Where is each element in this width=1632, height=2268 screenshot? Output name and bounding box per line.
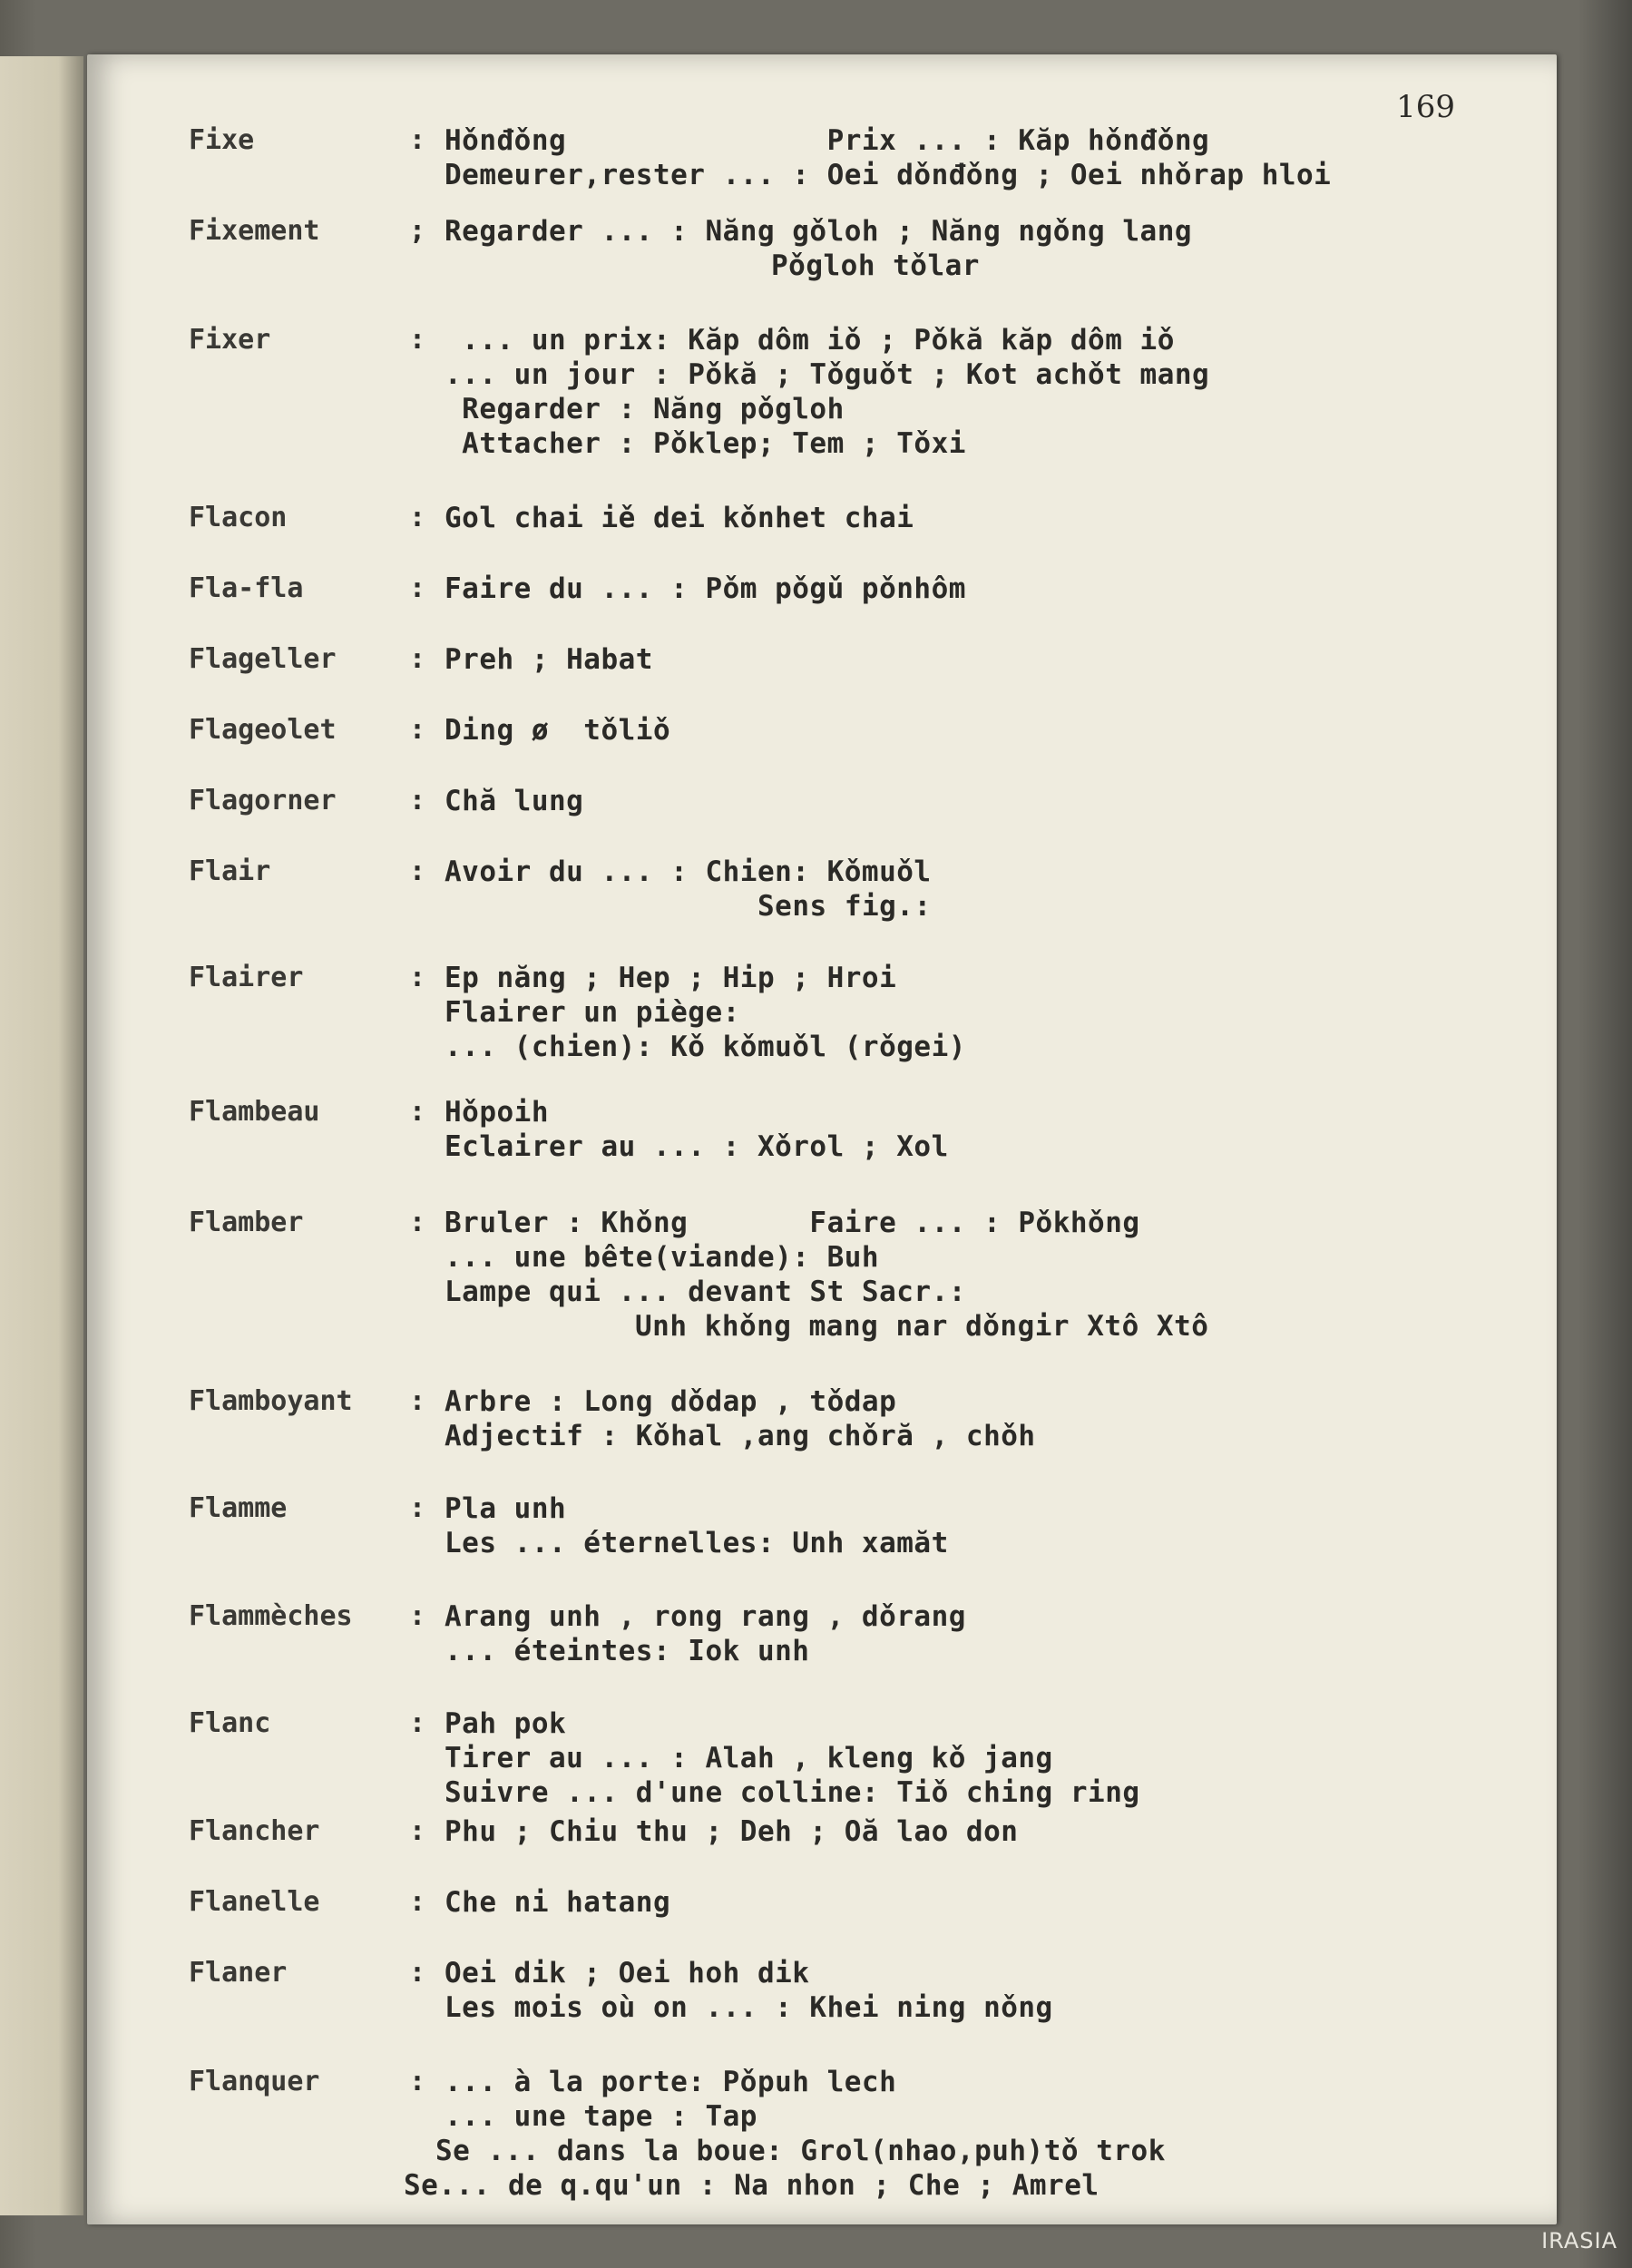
- entry-definition-line: Se... de q.qu'un : Na nhon ; Che ; Amrel: [404, 2169, 1099, 2202]
- entry-term: Flamber: [189, 1207, 304, 1238]
- entry-separator: :: [409, 1492, 426, 1524]
- entry-definition-line: Chă lung: [445, 785, 584, 817]
- entry-term: Fixement: [189, 215, 320, 247]
- entry-definition-line: Suivre ... d'une colline: Tiǒ ching ring: [445, 1776, 1140, 1809]
- entry-definition-line: ... une bête(viande): Buh: [445, 1241, 880, 1274]
- entry-term: Fixe: [189, 124, 255, 156]
- entry-separator: :: [409, 643, 426, 675]
- entry-term: Fla-fla: [189, 572, 304, 604]
- entry-definition-line: Tirer au ... : Alah , kleng kǒ jang: [445, 1742, 1053, 1774]
- entry-separator: :: [409, 1707, 426, 1739]
- entry-definition-line: Hǒpoih: [445, 1096, 549, 1129]
- entry-term: Flairer: [189, 962, 304, 993]
- entry-term: Flageller: [189, 643, 337, 675]
- entry-definition-line: Phu ; Chiu thu ; Deh ; Oă lao don: [445, 1815, 1019, 1848]
- entry-separator: :: [409, 1207, 426, 1238]
- entry-definition-line: Demeurer,rester ... : Oei dǒnđǒng ; Oei nhǒrap hloi: [445, 159, 1332, 191]
- entry-term: Fixer: [189, 324, 271, 356]
- entry-definition-line: Preh ; Habat: [445, 643, 653, 676]
- entry-definition-line: Sens fig.:: [757, 890, 932, 923]
- entry-definition-line: Ep năng ; Hep ; Hip ; Hroi: [445, 962, 897, 994]
- entry-definition-line: Les mois où on ... : Khei ning nǒng: [445, 1991, 1053, 2024]
- entry-separator: :: [409, 502, 426, 533]
- entry-separator: :: [409, 324, 426, 356]
- entry-separator: :: [409, 714, 426, 746]
- entry-definition-line: ... à la porte: Pǒpuh lech: [445, 2066, 897, 2098]
- entry-term: Flacon: [189, 502, 288, 533]
- entry-separator: :: [409, 1096, 426, 1128]
- entry-definition-line: Adjectif : Kǒhal ,ang chǒră , chǒh: [445, 1420, 1036, 1452]
- entry-term: Flagorner: [189, 785, 337, 816]
- entry-definition-line: Pah pok: [445, 1707, 567, 1740]
- entry-separator: :: [409, 1886, 426, 1918]
- entry-definition-line: ... une tape : Tap: [445, 2100, 757, 2133]
- entry-term: Flamme: [189, 1492, 288, 1524]
- dictionary-page: [87, 54, 1557, 2224]
- entry-separator: ;: [409, 215, 426, 247]
- entry-definition-line: Bruler : Khǒng Faire ... : Pǒkhǒng: [445, 1207, 1140, 1239]
- entry-definition-line: Flairer un piège:: [445, 996, 740, 1029]
- entry-definition-line: Ding ø tǒliǒ: [445, 714, 671, 747]
- entry-separator: :: [409, 572, 426, 604]
- entry-term: Flambeau: [189, 1096, 320, 1128]
- entry-definition-line: ... éteintes: Iok unh: [445, 1635, 810, 1667]
- entry-separator: :: [409, 1385, 426, 1417]
- entry-term: Flanquer: [189, 2066, 320, 2097]
- entry-separator: :: [409, 962, 426, 993]
- entry-separator: :: [409, 855, 426, 887]
- entry-term: Flamboyant: [189, 1385, 353, 1417]
- entry-term: Flaner: [189, 1957, 288, 1989]
- entry-definition-line: Faire du ... : Pǒm pǒgǔ pǒnhôm: [445, 572, 966, 605]
- entry-definition-line: Se ... dans la boue: Grol(nhao,puh)tǒ trok: [435, 2135, 1166, 2167]
- entry-definition-line: Regarder ... : Năng gǒloh ; Năng ngǒng lang: [445, 215, 1193, 248]
- entry-definition-line: Eclairer au ... : Xǒrol ; Xol: [445, 1130, 949, 1163]
- entry-separator: :: [409, 1957, 426, 1989]
- entry-definition-line: Arang unh , rong rang , dǒrang: [445, 1600, 966, 1633]
- entry-definition-line: Gol chai iě dei kǒnhet chai: [445, 502, 914, 534]
- entry-definition-line: Pla unh: [445, 1492, 567, 1525]
- entry-definition-line: Pǒgloh tǒlar: [771, 249, 980, 282]
- entry-term: Flammèches: [189, 1600, 353, 1632]
- entry-definition-line: Lampe qui ... devant St Sacr.:: [445, 1276, 966, 1308]
- entry-definition-line: ... (chien): Kǒ kǒmuǒl (rǒgei): [445, 1031, 966, 1063]
- entry-term: Flancher: [189, 1815, 320, 1847]
- entry-definition-line: Regarder : Năng pǒgloh: [445, 393, 845, 425]
- entry-definition-line: Arbre : Long dǒdap , tǒdap: [445, 1385, 897, 1418]
- entry-definition-line: Hǒnđǒng Prix ... : Kăp hǒnđǒng: [445, 124, 1210, 157]
- entry-separator: :: [409, 124, 426, 156]
- entry-term: Flageolet: [189, 714, 337, 746]
- entry-definition-line: Oei dik ; Oei hoh dik: [445, 1957, 810, 1989]
- entry-definition-line: Avoir du ... : Chien: Kǒmuǒl: [445, 855, 932, 888]
- entry-separator: :: [409, 2066, 426, 2097]
- page-number: 169: [1396, 89, 1455, 125]
- entry-definition-line: ... un jour : Pǒkă ; Tǒguǒt ; Kot achǒt mang: [445, 358, 1210, 391]
- entry-definition-line: Che ni hatang: [445, 1886, 671, 1919]
- entry-term: Flanc: [189, 1707, 271, 1739]
- facing-page-edge: [0, 56, 83, 2215]
- entry-separator: :: [409, 1815, 426, 1847]
- entry-definition-line: Unh khǒng mang nar dǒngir Xtô Xtô: [635, 1310, 1209, 1343]
- entry-definition-line: Les ... éternelles: Unh xamăt: [445, 1527, 949, 1559]
- entry-term: Flair: [189, 855, 271, 887]
- watermark: IRASIA: [1541, 2228, 1617, 2253]
- entry-definition-line: ... un prix: Kăp dôm iǒ ; Pǒkă kăp dôm iǒ: [445, 324, 1175, 357]
- entry-term: Flanelle: [189, 1886, 320, 1918]
- entry-separator: :: [409, 1600, 426, 1632]
- entry-definition-line: Attacher : Pǒklep; Tem ; Tǒxi: [445, 427, 966, 460]
- entry-separator: :: [409, 785, 426, 816]
